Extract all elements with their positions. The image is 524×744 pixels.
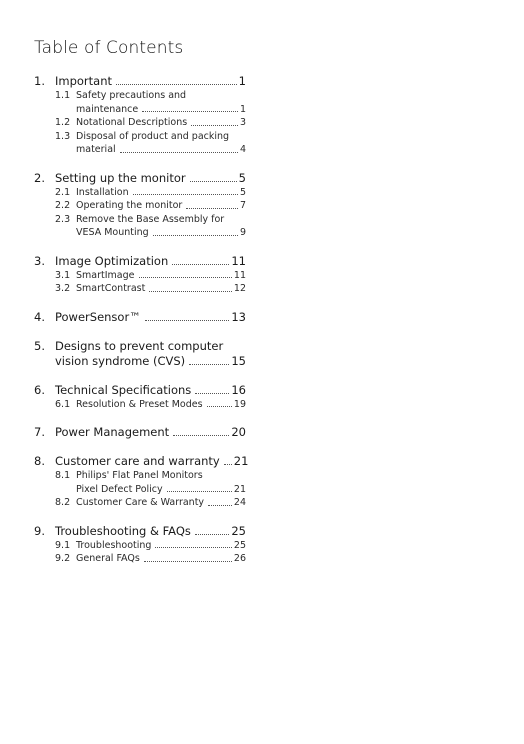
- toc-subentry-page-number: 21: [233, 483, 246, 495]
- toc-entry-page-number: 25: [231, 523, 246, 538]
- toc-entry-label: Image Optimization: [55, 253, 169, 268]
- toc-subentry-number: 3.2: [55, 283, 71, 294]
- dot-leader: [186, 208, 238, 209]
- toc-subentry-text: [76, 539, 246, 553]
- dot-leader: [167, 491, 232, 492]
- toc-subentry-label: General FAQs: [76, 553, 140, 564]
- toc-entry-label: Customer care and warranty: [55, 454, 220, 468]
- toc-entry-page-number: 11: [231, 253, 246, 268]
- toc-section: [34, 310, 246, 325]
- toc-subentry-line: [76, 483, 246, 497]
- toc-subentry-number: 9.1: [55, 539, 71, 551]
- toc-section: [34, 339, 246, 369]
- toc-entry-line: [55, 254, 246, 269]
- toc-entry-label: Setting up the monitor: [55, 170, 186, 185]
- toc-subentry-page-number: 4: [239, 144, 246, 155]
- toc-entry-text: [55, 454, 249, 469]
- toc-subentry-label: Resolution & Preset Modes: [76, 398, 203, 410]
- toc-entry-label: vision syndrome (CVS): [55, 353, 186, 368]
- toc-subentry-label: Pixel Defect Policy: [76, 483, 163, 495]
- toc-entry-label: Important: [55, 74, 113, 88]
- toc-subentry-number: 3.1: [55, 269, 71, 281]
- toc-subentry-text: [76, 186, 246, 200]
- toc-subentry[interactable]: [55, 398, 246, 412]
- toc-entry-text: [55, 74, 246, 89]
- toc-subentry-page-number: 11: [233, 269, 246, 281]
- toc-subentry-number: 6.1: [55, 398, 71, 410]
- toc-subentry-text: [76, 130, 246, 157]
- toc-subentry-number: 1.1: [55, 90, 71, 101]
- dot-leader: [191, 125, 238, 126]
- toc-subentry-line: [76, 199, 246, 213]
- toc-subentry[interactable]: [55, 199, 246, 213]
- toc-entry-page-number: 16: [231, 382, 246, 397]
- toc-subentry-line: [76, 469, 246, 483]
- toc-subentry-label: VESA Mounting: [76, 227, 149, 238]
- toc-entry[interactable]: [34, 524, 246, 539]
- toc-section: [34, 171, 246, 240]
- toc-entry-page-number: 20: [231, 425, 246, 439]
- toc-entry-text: [55, 254, 246, 269]
- toc-subentry-label: Remove the Base Assembly for: [76, 213, 225, 225]
- toc-subentry-line: [76, 186, 246, 200]
- dot-leader: [195, 393, 229, 394]
- toc-entry-line: [55, 171, 246, 186]
- toc-subentry-page-number: 24: [233, 497, 246, 508]
- toc-subentry-label: Troubleshooting: [76, 539, 152, 551]
- toc-subentry-line: [76, 552, 246, 566]
- page-title: Table of Contents: [34, 38, 184, 58]
- dot-leader: [139, 277, 232, 278]
- toc-subentry-label: Philips' Flat Panel Monitors: [76, 470, 203, 481]
- toc-subentry-line: [76, 398, 246, 412]
- dot-leader: [155, 547, 231, 548]
- toc-entry-line: [55, 74, 246, 89]
- toc-entry-line: [55, 339, 246, 354]
- toc-subentry-text: [76, 269, 246, 283]
- dot-leader: [142, 111, 238, 112]
- toc-entry-text: [55, 339, 246, 369]
- toc-subentry[interactable]: [55, 130, 246, 157]
- toc-subentry-label: Notational Descriptions: [76, 117, 188, 128]
- toc-entry-number: 8.: [34, 454, 45, 468]
- toc-subentry-number: 2.3: [55, 213, 71, 225]
- toc-section: [34, 524, 246, 566]
- toc-subentry-label: maintenance: [76, 103, 139, 115]
- dot-leader: [116, 84, 237, 85]
- toc-entry-line: [55, 354, 246, 369]
- dot-leader: [172, 264, 229, 265]
- toc-entry-number: 1.: [34, 74, 45, 88]
- toc-subentry-page-number: 1: [239, 103, 246, 115]
- toc-subentry[interactable]: [55, 269, 246, 283]
- toc-entry-label: Troubleshooting & FAQs: [55, 523, 191, 538]
- toc-entry-text: [55, 171, 246, 186]
- toc-entry-page-number: 5: [238, 170, 246, 185]
- toc-subentry-text: [76, 116, 246, 130]
- toc-subentry-page-number: 9: [239, 227, 246, 238]
- toc-entry-number: 3.: [34, 253, 45, 268]
- toc-entry-number: 5.: [34, 338, 45, 353]
- toc-subentry-label: Disposal of product and packing: [76, 130, 230, 142]
- dot-leader: [173, 435, 229, 436]
- dot-leader: [120, 152, 238, 153]
- toc-entry-page-number: 15: [231, 353, 246, 368]
- toc-entry[interactable]: [34, 383, 246, 398]
- dot-leader: [153, 235, 238, 236]
- toc-subentry-label: SmartImage: [76, 269, 135, 281]
- toc-subentry-page-number: 12: [233, 283, 246, 294]
- toc-section: [34, 254, 246, 296]
- toc-subentry-line: [76, 213, 246, 227]
- toc-entry-line: [55, 425, 246, 440]
- toc-subentry-text: [76, 199, 246, 213]
- toc-subentry[interactable]: [55, 213, 246, 240]
- toc-subentry-number: 8.1: [55, 470, 71, 481]
- toc-entry[interactable]: [34, 310, 246, 325]
- toc-subentry-line: [76, 143, 246, 157]
- toc-subentry-line: [76, 226, 246, 240]
- toc-entry-text: [55, 524, 246, 539]
- toc-subentry-number: 8.2: [55, 497, 71, 508]
- toc-subentry[interactable]: [55, 552, 246, 566]
- toc-subentry-number: 1.3: [55, 130, 71, 142]
- toc-subentry-line: [76, 103, 246, 117]
- toc-subentry-text: [76, 213, 246, 240]
- dot-leader: [144, 561, 232, 562]
- toc-entry-number: 7.: [34, 425, 45, 439]
- toc-subentry[interactable]: [55, 116, 246, 130]
- toc-entry-number: 9.: [34, 523, 45, 538]
- toc-entry-page-number: 13: [231, 309, 246, 324]
- toc-subentry-line: [76, 89, 246, 103]
- dot-leader: [195, 534, 229, 535]
- toc-entry-number: 2.: [34, 170, 45, 185]
- toc-subentry-text: [76, 89, 246, 116]
- toc-subentry-line: [76, 116, 246, 130]
- toc-subentry-number: 1.2: [55, 117, 71, 128]
- dot-leader: [208, 505, 232, 506]
- toc-subentry-text: [76, 282, 246, 296]
- toc-entry[interactable]: [34, 454, 249, 469]
- dot-leader: [189, 364, 229, 365]
- toc-subentry-line: [76, 282, 246, 296]
- toc-subentry-number: 9.2: [55, 553, 71, 564]
- toc-subentry-text: [76, 398, 246, 412]
- toc-entry-text: [55, 383, 246, 398]
- toc-subentry-label: material: [76, 144, 116, 155]
- toc-entry[interactable]: [34, 339, 246, 369]
- toc-subentry-line: [76, 269, 246, 283]
- dot-leader: [190, 181, 237, 182]
- toc-entry-page-number: 21: [233, 454, 249, 468]
- toc-subentry-number: 2.2: [55, 200, 71, 211]
- toc-subentry-page-number: 3: [239, 117, 246, 128]
- toc-subentry[interactable]: [55, 186, 246, 200]
- toc-entry-number: 6.: [34, 382, 45, 397]
- dot-leader: [149, 291, 232, 292]
- toc-subentry-number: 2.1: [55, 186, 71, 198]
- toc-subentry-page-number: 7: [239, 200, 246, 211]
- toc-subentry-line: [76, 130, 246, 144]
- toc-subentry-page-number: 19: [233, 398, 246, 410]
- toc-subentry-page-number: 26: [233, 553, 246, 564]
- toc-subentry-text: [76, 469, 246, 496]
- toc-entry-line: [55, 454, 249, 469]
- table-of-contents: [34, 74, 249, 580]
- toc-subentry[interactable]: [55, 282, 246, 296]
- dot-leader: [224, 464, 232, 465]
- toc-entry-label: Designs to prevent computer: [55, 338, 224, 353]
- toc-entry-number: 4.: [34, 309, 45, 324]
- toc-section: [34, 425, 246, 440]
- toc-subentry[interactable]: [55, 89, 246, 116]
- toc-subentry-label: SmartContrast: [76, 283, 146, 294]
- toc-entry[interactable]: [34, 171, 246, 186]
- toc-subentry-text: [76, 552, 246, 566]
- toc-entry-label: Technical Specifications: [55, 382, 192, 397]
- toc-subentry[interactable]: [55, 539, 246, 553]
- toc-subentry-label: Safety precautions and: [76, 90, 187, 101]
- toc-entry-line: [55, 383, 246, 398]
- toc-subentry-label: Customer Care & Warranty: [76, 497, 205, 508]
- toc-entry-text: [55, 425, 246, 440]
- toc-subentry-label: Installation: [76, 186, 129, 198]
- toc-entry-line: [55, 524, 246, 539]
- dot-leader: [145, 320, 230, 321]
- toc-section: [34, 383, 246, 412]
- toc-entry[interactable]: [34, 254, 246, 269]
- toc-subentry-page-number: 5: [239, 186, 246, 198]
- toc-entry-label: PowerSensor™: [55, 309, 141, 324]
- toc-entry-page-number: 1: [238, 74, 246, 88]
- toc-subentry-label: Operating the monitor: [76, 200, 183, 211]
- dot-leader: [207, 406, 232, 407]
- toc-subentry-line: [76, 539, 246, 553]
- toc-entry-label: Power Management: [55, 425, 170, 439]
- toc-entry-text: [55, 310, 246, 325]
- toc-subentry-line: [76, 496, 246, 510]
- toc-subentry[interactable]: [55, 469, 246, 496]
- toc-subentry-page-number: 25: [233, 539, 246, 551]
- toc-entry[interactable]: [34, 74, 246, 89]
- toc-section: [34, 454, 249, 510]
- toc-entry[interactable]: [34, 425, 246, 440]
- toc-section: [34, 74, 246, 157]
- toc-subentry-text: [76, 496, 246, 510]
- toc-subentry[interactable]: [55, 496, 246, 510]
- toc-entry-line: [55, 310, 246, 325]
- dot-leader: [133, 194, 238, 195]
